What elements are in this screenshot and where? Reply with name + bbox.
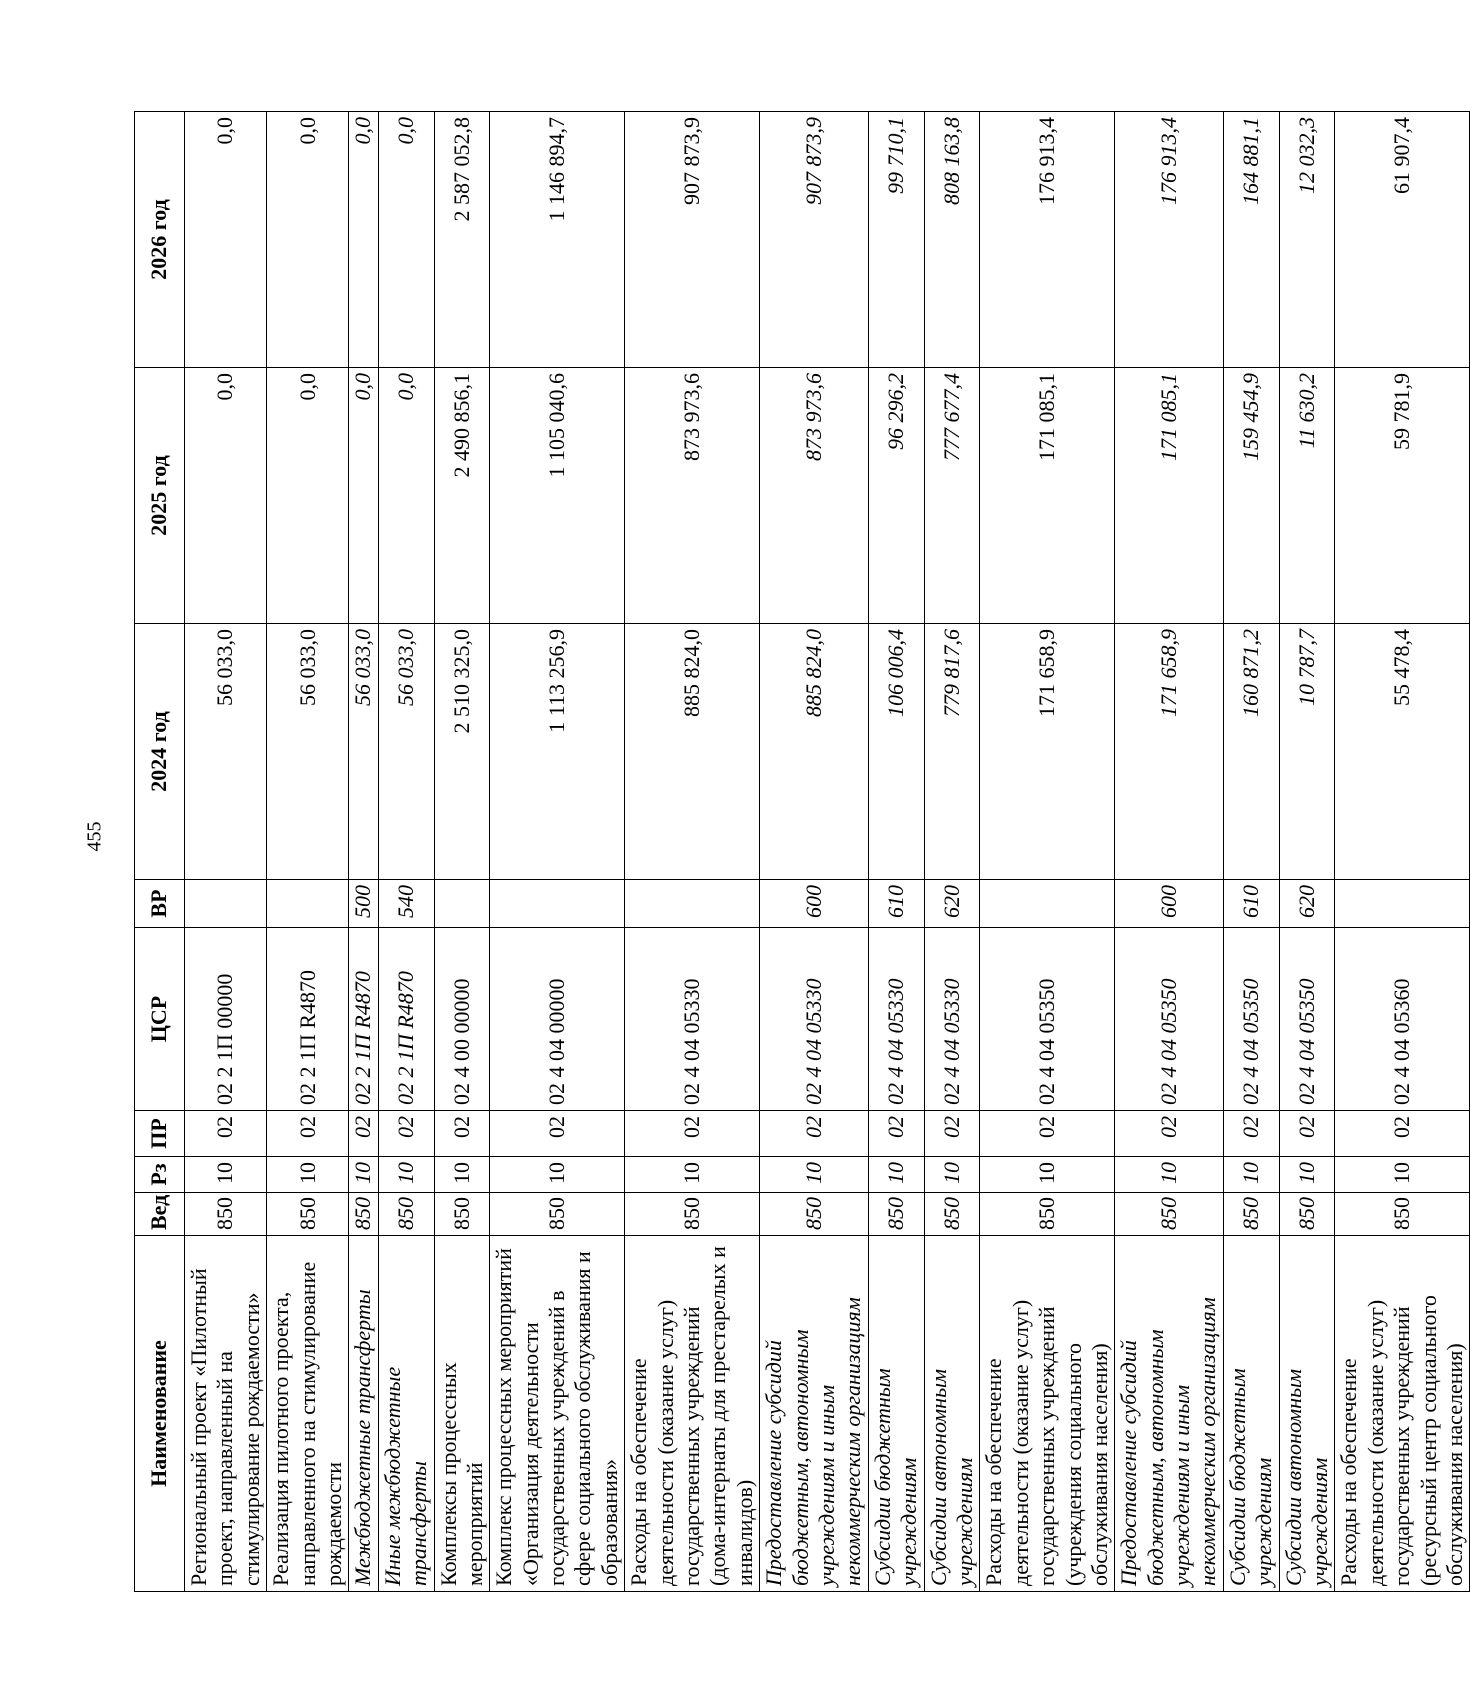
cell-vr: 610: [1223, 880, 1279, 928]
cell-2026: 808 163,8: [924, 112, 980, 368]
cell-rz: 10: [625, 1157, 760, 1193]
header-2024: 2024 год: [135, 624, 185, 880]
table-row: [980, 112, 1115, 1592]
cell-2024: 2 510 325,0: [434, 624, 490, 880]
cell-vr: 620: [924, 880, 980, 928]
cell-2026: 0,0: [267, 112, 349, 368]
cell-rz: 10: [868, 1157, 924, 1193]
cell-ved: 850: [760, 1193, 869, 1236]
cell-2024: 56 033,0: [349, 624, 378, 880]
cell-pr: 02: [267, 1111, 349, 1157]
cell-ved: 850: [1335, 1193, 1470, 1236]
cell-vr: [185, 880, 267, 928]
cell-rz: 10: [980, 1157, 1115, 1193]
cell-2026: 0,0: [185, 112, 267, 368]
cell-2025: 777 677,4: [924, 368, 980, 624]
cell-rz: 10: [378, 1157, 434, 1193]
cell-2024: 55 478,4: [1335, 624, 1470, 880]
cell-csr: 02 4 04 05330: [760, 928, 869, 1111]
cell-pr: 02: [980, 1111, 1115, 1157]
cell-2024: 56 033,0: [378, 624, 434, 880]
cell-csr: 02 4 00 00000: [434, 928, 490, 1111]
cell-rz: 10: [1279, 1157, 1335, 1193]
cell-csr: 02 2 1П R4870: [349, 928, 378, 1111]
cell-2024: 106 006,4: [868, 624, 924, 880]
cell-csr: 02 2 1П 00000: [185, 928, 267, 1111]
cell-2025: 0,0: [185, 368, 267, 624]
header-2026: 2026 год: [135, 112, 185, 368]
cell-ved: 850: [868, 1193, 924, 1236]
cell-ved: 850: [1223, 1193, 1279, 1236]
cell-2025: 96 296,2: [868, 368, 924, 624]
cell-2026: 2 587 052,8: [434, 112, 490, 368]
cell-2026: 1 146 894,7: [490, 112, 625, 368]
cell-name: Расходы на обеспечение деятельности (оказание услуг) государственных учреждений (ресурсный центр социального обслуживания населения): [1335, 1236, 1470, 1592]
table-row: [378, 112, 434, 1592]
cell-2025: 0,0: [378, 368, 434, 624]
header-vr: ВР: [135, 880, 185, 928]
cell-2026: 61 907,4: [1335, 112, 1470, 368]
cell-ved: 850: [267, 1193, 349, 1236]
cell-2024: 885 824,0: [760, 624, 869, 880]
cell-name: Комплексы процессных мероприятий: [434, 1236, 490, 1592]
cell-rz: 10: [434, 1157, 490, 1193]
header-ved: Вед: [135, 1193, 185, 1236]
table-row: [267, 112, 349, 1592]
cell-2025: 873 973,6: [625, 368, 760, 624]
cell-ved: 850: [1279, 1193, 1335, 1236]
cell-ved: 850: [349, 1193, 378, 1236]
cell-csr: 02 4 04 05330: [625, 928, 760, 1111]
cell-vr: [434, 880, 490, 928]
cell-vr: [980, 880, 1115, 928]
cell-rz: 10: [185, 1157, 267, 1193]
table-row: [760, 112, 869, 1592]
cell-rz: 10: [924, 1157, 980, 1193]
cell-pr: 02: [434, 1111, 490, 1157]
header-pr: ПР: [135, 1111, 185, 1157]
cell-vr: [490, 880, 625, 928]
cell-name: Субсидии автономным учреждениям: [924, 1236, 980, 1592]
cell-2026: 99 710,1: [868, 112, 924, 368]
cell-pr: 02: [1279, 1111, 1335, 1157]
cell-vr: [267, 880, 349, 928]
rotated-table-wrapper: [134, 112, 1467, 1592]
cell-2025: 2 490 856,1: [434, 368, 490, 624]
cell-pr: 02: [1223, 1111, 1279, 1157]
cell-csr: 02 4 04 05350: [1115, 928, 1224, 1111]
table-row: [434, 112, 490, 1592]
page-number: 455: [83, 821, 106, 852]
cell-vr: 600: [760, 880, 869, 928]
cell-vr: 600: [1115, 880, 1224, 928]
table-header-row: [135, 112, 185, 1592]
cell-ved: 850: [490, 1193, 625, 1236]
table-body: [185, 112, 1470, 1592]
cell-pr: 02: [349, 1111, 378, 1157]
cell-2026: 176 913,4: [980, 112, 1115, 368]
cell-2024: 10 787,7: [1279, 624, 1335, 880]
table-row: [625, 112, 760, 1592]
cell-2025: 171 085,1: [980, 368, 1115, 624]
cell-csr: 02 2 1П R4870: [378, 928, 434, 1111]
table-row: [868, 112, 924, 1592]
cell-pr: 02: [760, 1111, 869, 1157]
header-name: Наименование: [135, 1236, 185, 1592]
cell-2026: 12 032,3: [1279, 112, 1335, 368]
cell-2024: 56 033,0: [267, 624, 349, 880]
cell-csr: 02 4 04 05350: [1223, 928, 1279, 1111]
cell-vr: 610: [868, 880, 924, 928]
cell-2024: 1 113 256,9: [490, 624, 625, 880]
cell-2026: 907 873,9: [760, 112, 869, 368]
cell-name: Предоставление субсидий бюджетным, автономным учреждениям и иным некоммерческим организациям: [1115, 1236, 1224, 1592]
cell-name: Иные межбюджетные трансферты: [378, 1236, 434, 1592]
cell-csr: 02 4 04 05360: [1335, 928, 1470, 1111]
budget-table: [134, 111, 1470, 1592]
cell-ved: 850: [378, 1193, 434, 1236]
cell-2026: 0,0: [378, 112, 434, 368]
table-row: [1115, 112, 1224, 1592]
cell-2025: 1 105 040,6: [490, 368, 625, 624]
cell-name: Предоставление субсидий бюджетным, автономным учреждениям и иным некоммерческим организациям: [760, 1236, 869, 1592]
cell-2025: 159 454,9: [1223, 368, 1279, 624]
cell-rz: 10: [267, 1157, 349, 1193]
cell-pr: 02: [868, 1111, 924, 1157]
cell-name: Субсидии бюджетным учреждениям: [868, 1236, 924, 1592]
cell-pr: 02: [378, 1111, 434, 1157]
cell-rz: 10: [1115, 1157, 1224, 1193]
cell-2024: 171 658,9: [1115, 624, 1224, 880]
cell-2024: 171 658,9: [980, 624, 1115, 880]
cell-rz: 10: [1335, 1157, 1470, 1193]
cell-vr: 500: [349, 880, 378, 928]
cell-rz: 10: [760, 1157, 869, 1193]
cell-ved: 850: [185, 1193, 267, 1236]
cell-name: Комплекс процессных мероприятий «Организация деятельности государственных учреждений в сфере социального обслуживания и образования»: [490, 1236, 625, 1592]
cell-2024: 56 033,0: [185, 624, 267, 880]
cell-rz: 10: [490, 1157, 625, 1193]
cell-pr: 02: [490, 1111, 625, 1157]
cell-2026: 0,0: [349, 112, 378, 368]
cell-csr: 02 2 1П R4870: [267, 928, 349, 1111]
cell-pr: 02: [1115, 1111, 1224, 1157]
cell-2025: 0,0: [267, 368, 349, 624]
cell-2026: 907 873,9: [625, 112, 760, 368]
cell-vr: [625, 880, 760, 928]
cell-name: Субсидии бюджетным учреждениям: [1223, 1236, 1279, 1592]
cell-pr: 02: [185, 1111, 267, 1157]
cell-ved: 850: [625, 1193, 760, 1236]
cell-ved: 850: [980, 1193, 1115, 1236]
table-row: [1279, 112, 1335, 1592]
cell-name: Реализация пилотного проекта, направленного на стимулирование рождаемости: [267, 1236, 349, 1592]
cell-csr: 02 4 04 05350: [980, 928, 1115, 1111]
cell-csr: 02 4 04 05350: [1279, 928, 1335, 1111]
header-2025: 2025 год: [135, 368, 185, 624]
cell-2025: 11 630,2: [1279, 368, 1335, 624]
cell-vr: [1335, 880, 1470, 928]
cell-2026: 176 913,4: [1115, 112, 1224, 368]
cell-pr: 02: [1335, 1111, 1470, 1157]
cell-name: Субсидии автономным учреждениям: [1279, 1236, 1335, 1592]
cell-rz: 10: [349, 1157, 378, 1193]
table-row: [490, 112, 625, 1592]
cell-csr: 02 4 04 05330: [868, 928, 924, 1111]
table-row: [1335, 112, 1470, 1592]
cell-ved: 850: [1115, 1193, 1224, 1236]
cell-vr: 620: [1279, 880, 1335, 928]
table-row: [1223, 112, 1279, 1592]
table-row: [185, 112, 267, 1592]
cell-2024: 160 871,2: [1223, 624, 1279, 880]
cell-2025: 873 973,6: [760, 368, 869, 624]
cell-ved: 850: [434, 1193, 490, 1236]
cell-2024: 779 817,6: [924, 624, 980, 880]
cell-name: Региональный проект «Пилотный проект, направленный на стимулирование рождаемости»: [185, 1236, 267, 1592]
cell-ved: 850: [924, 1193, 980, 1236]
cell-pr: 02: [625, 1111, 760, 1157]
cell-vr: 540: [378, 880, 434, 928]
header-csr: ЦСР: [135, 928, 185, 1111]
cell-2025: 0,0: [349, 368, 378, 624]
cell-rz: 10: [1223, 1157, 1279, 1193]
cell-name: Расходы на обеспечение деятельности (оказание услуг) государственных учреждений (учреждения социального обслуживания населения): [980, 1236, 1115, 1592]
table-row: [924, 112, 980, 1592]
cell-pr: 02: [924, 1111, 980, 1157]
cell-csr: 02 4 04 05330: [924, 928, 980, 1111]
cell-name: Межбюджетные трансферты: [349, 1236, 378, 1592]
cell-2025: 59 781,9: [1335, 368, 1470, 624]
cell-csr: 02 4 04 00000: [490, 928, 625, 1111]
cell-2026: 164 881,1: [1223, 112, 1279, 368]
header-rz: Рз: [135, 1157, 185, 1193]
table-row: [349, 112, 378, 1592]
cell-name: Расходы на обеспечение деятельности (оказание услуг) государственных учреждений (дома-интернаты для престарелых и инвалидов): [625, 1236, 760, 1592]
cell-2025: 171 085,1: [1115, 368, 1224, 624]
cell-2024: 885 824,0: [625, 624, 760, 880]
